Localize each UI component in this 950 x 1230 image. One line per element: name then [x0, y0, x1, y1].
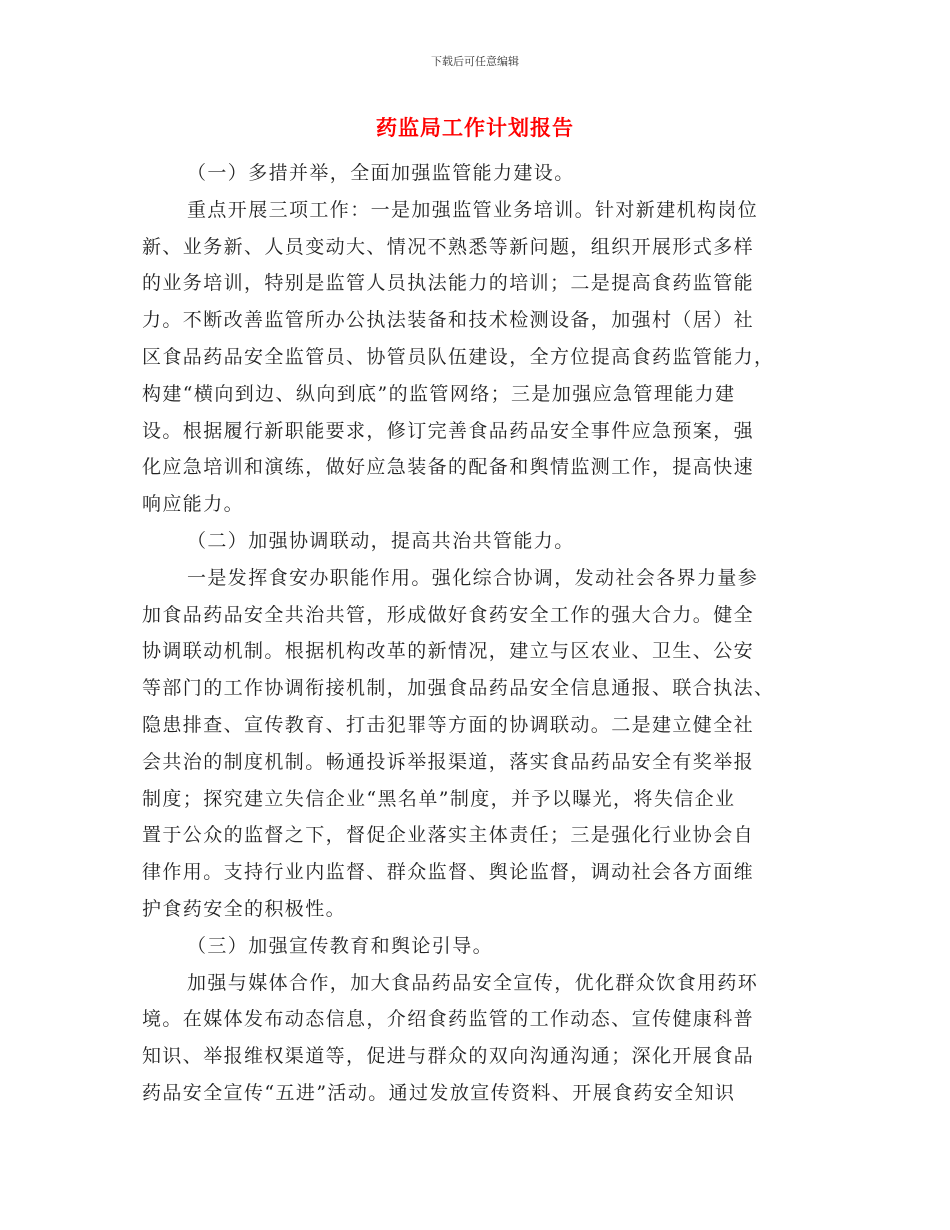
text-line: 制度；探究建立失信企业“黑名单”制度，并予以曝光，将失信企业	[142, 787, 736, 810]
text-line: 构建“横向到边、纵向到底”的监管网络；三是加强应急管理能力建	[142, 382, 736, 405]
text-line: 协调联动机制。根据机构改革的新情况，建立与区农业、卫生、公安	[142, 640, 755, 663]
text-line: 隐患排查、宣传教育、打击犯罪等方面的协调联动。二是建立健全社	[142, 713, 755, 736]
text-line: 知识、举报维权渠道等，促进与群众的双向沟通沟通；深化开展食品	[142, 1045, 755, 1068]
text-line: 加食品药品安全共治共管，形成做好食药安全工作的强大合力。健全	[142, 603, 755, 626]
document-body	[142, 155, 812, 1112]
document-title: 药监局工作计划报告	[376, 115, 574, 140]
text-line: 的业务培训，特别是监管人员执法能力的培训；二是提高食药监管能	[142, 272, 755, 295]
text-line: 新、业务新、人员变动大、情况不熟悉等新问题，组织开展形式多样	[142, 235, 755, 258]
text-line: 加强与媒体合作，加大食品药品安全宣传，优化群众饮食用药环	[187, 971, 759, 994]
text-line: （一）多措并举，全面加强监管能力建设。	[187, 162, 575, 184]
text-line: 置于公众的监督之下，督促企业落实主体责任；三是强化行业协会自	[142, 824, 755, 847]
text-line: 化应急培训和演练，做好应急装备的配备和舆情监测工作，提高快速	[142, 456, 755, 479]
text-line: 药品安全宣传“五进”活动。通过发放宣传资料、开展食药安全知识	[142, 1081, 736, 1104]
text-line: 响应能力。	[142, 493, 245, 516]
text-line: 律作用。支持行业内监督、群众监督、舆论监督，调动社会各方面维	[142, 861, 755, 884]
text-line: 护食药安全的积极性。	[142, 897, 347, 920]
text-line: （二）加强协调联动，提高共治共管能力。	[187, 529, 575, 552]
text-line: 等部门的工作协调衔接机制，加强食品药品安全信息通报、联合执法、	[142, 677, 775, 700]
text-line: 境。在媒体发布动态信息，介绍食药监管的工作动态、宣传健康科普	[142, 1008, 755, 1031]
text-line: 一是发挥食安办职能作用。强化综合协调，发动社会各界力量参	[187, 566, 759, 589]
text-line: 会共治的制度机制。畅通投诉举报渠道，落实食品药品安全有奖举报	[142, 750, 755, 773]
text-line: 设。根据履行新职能要求，修订完善食品药品安全事件应急预案，强	[142, 419, 755, 442]
text-line: 区食品药品安全监管员、协管员队伍建设，全方位提高食药监管能力，	[142, 345, 775, 368]
text-line: （三）加强宣传教育和舆论引导。	[187, 934, 494, 957]
page-header-note: 下载后可任意编辑	[431, 55, 519, 68]
text-line: 力。不断改善监管所办公执法装备和技术检测设备，加强村（居）社	[142, 309, 755, 332]
text-line: 重点开展三项工作：一是加强监管业务培训。针对新建机构岗位	[187, 198, 759, 221]
